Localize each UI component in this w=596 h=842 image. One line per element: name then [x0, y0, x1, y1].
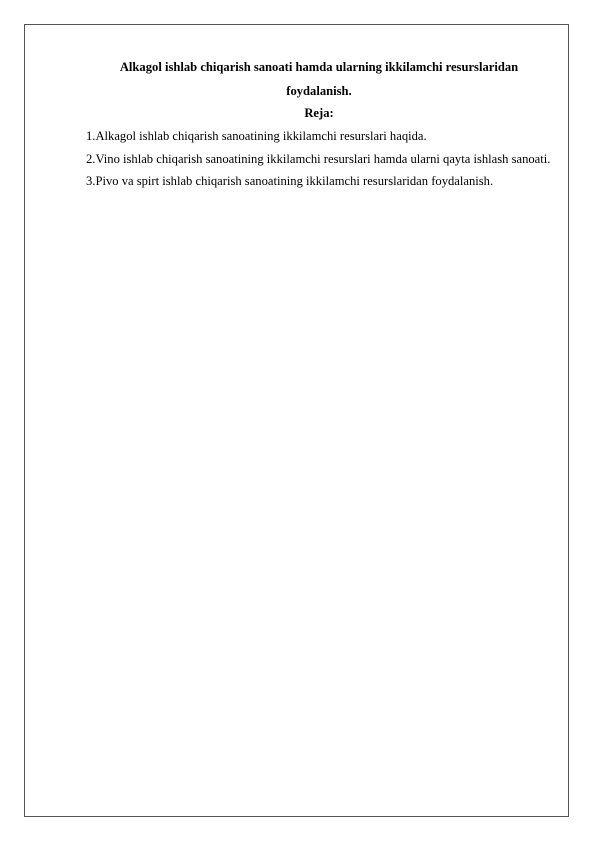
plan-heading: Reja:: [304, 106, 334, 120]
document-title: Alkagol ishlab chiqarish sanoati hamda ularning ikkilamchi resurslaridan foydalanish.: [119, 60, 519, 98]
plan-item: 2.Vino ishlab chiqarish sanoatining ikkilamchi resurslari hamda ularni qayta ishlash sanoati.: [86, 151, 551, 166]
plan-list: [86, 125, 556, 193]
plan-item: 1.Alkagol ishlab chiqarish sanoatining ikkilamchi resurslari haqida.: [86, 129, 427, 143]
plan-item: 3.Pivo va spirt ishlab chiqarish sanoatining ikkilamchi resurslaridan foydalanish.: [86, 174, 494, 188]
